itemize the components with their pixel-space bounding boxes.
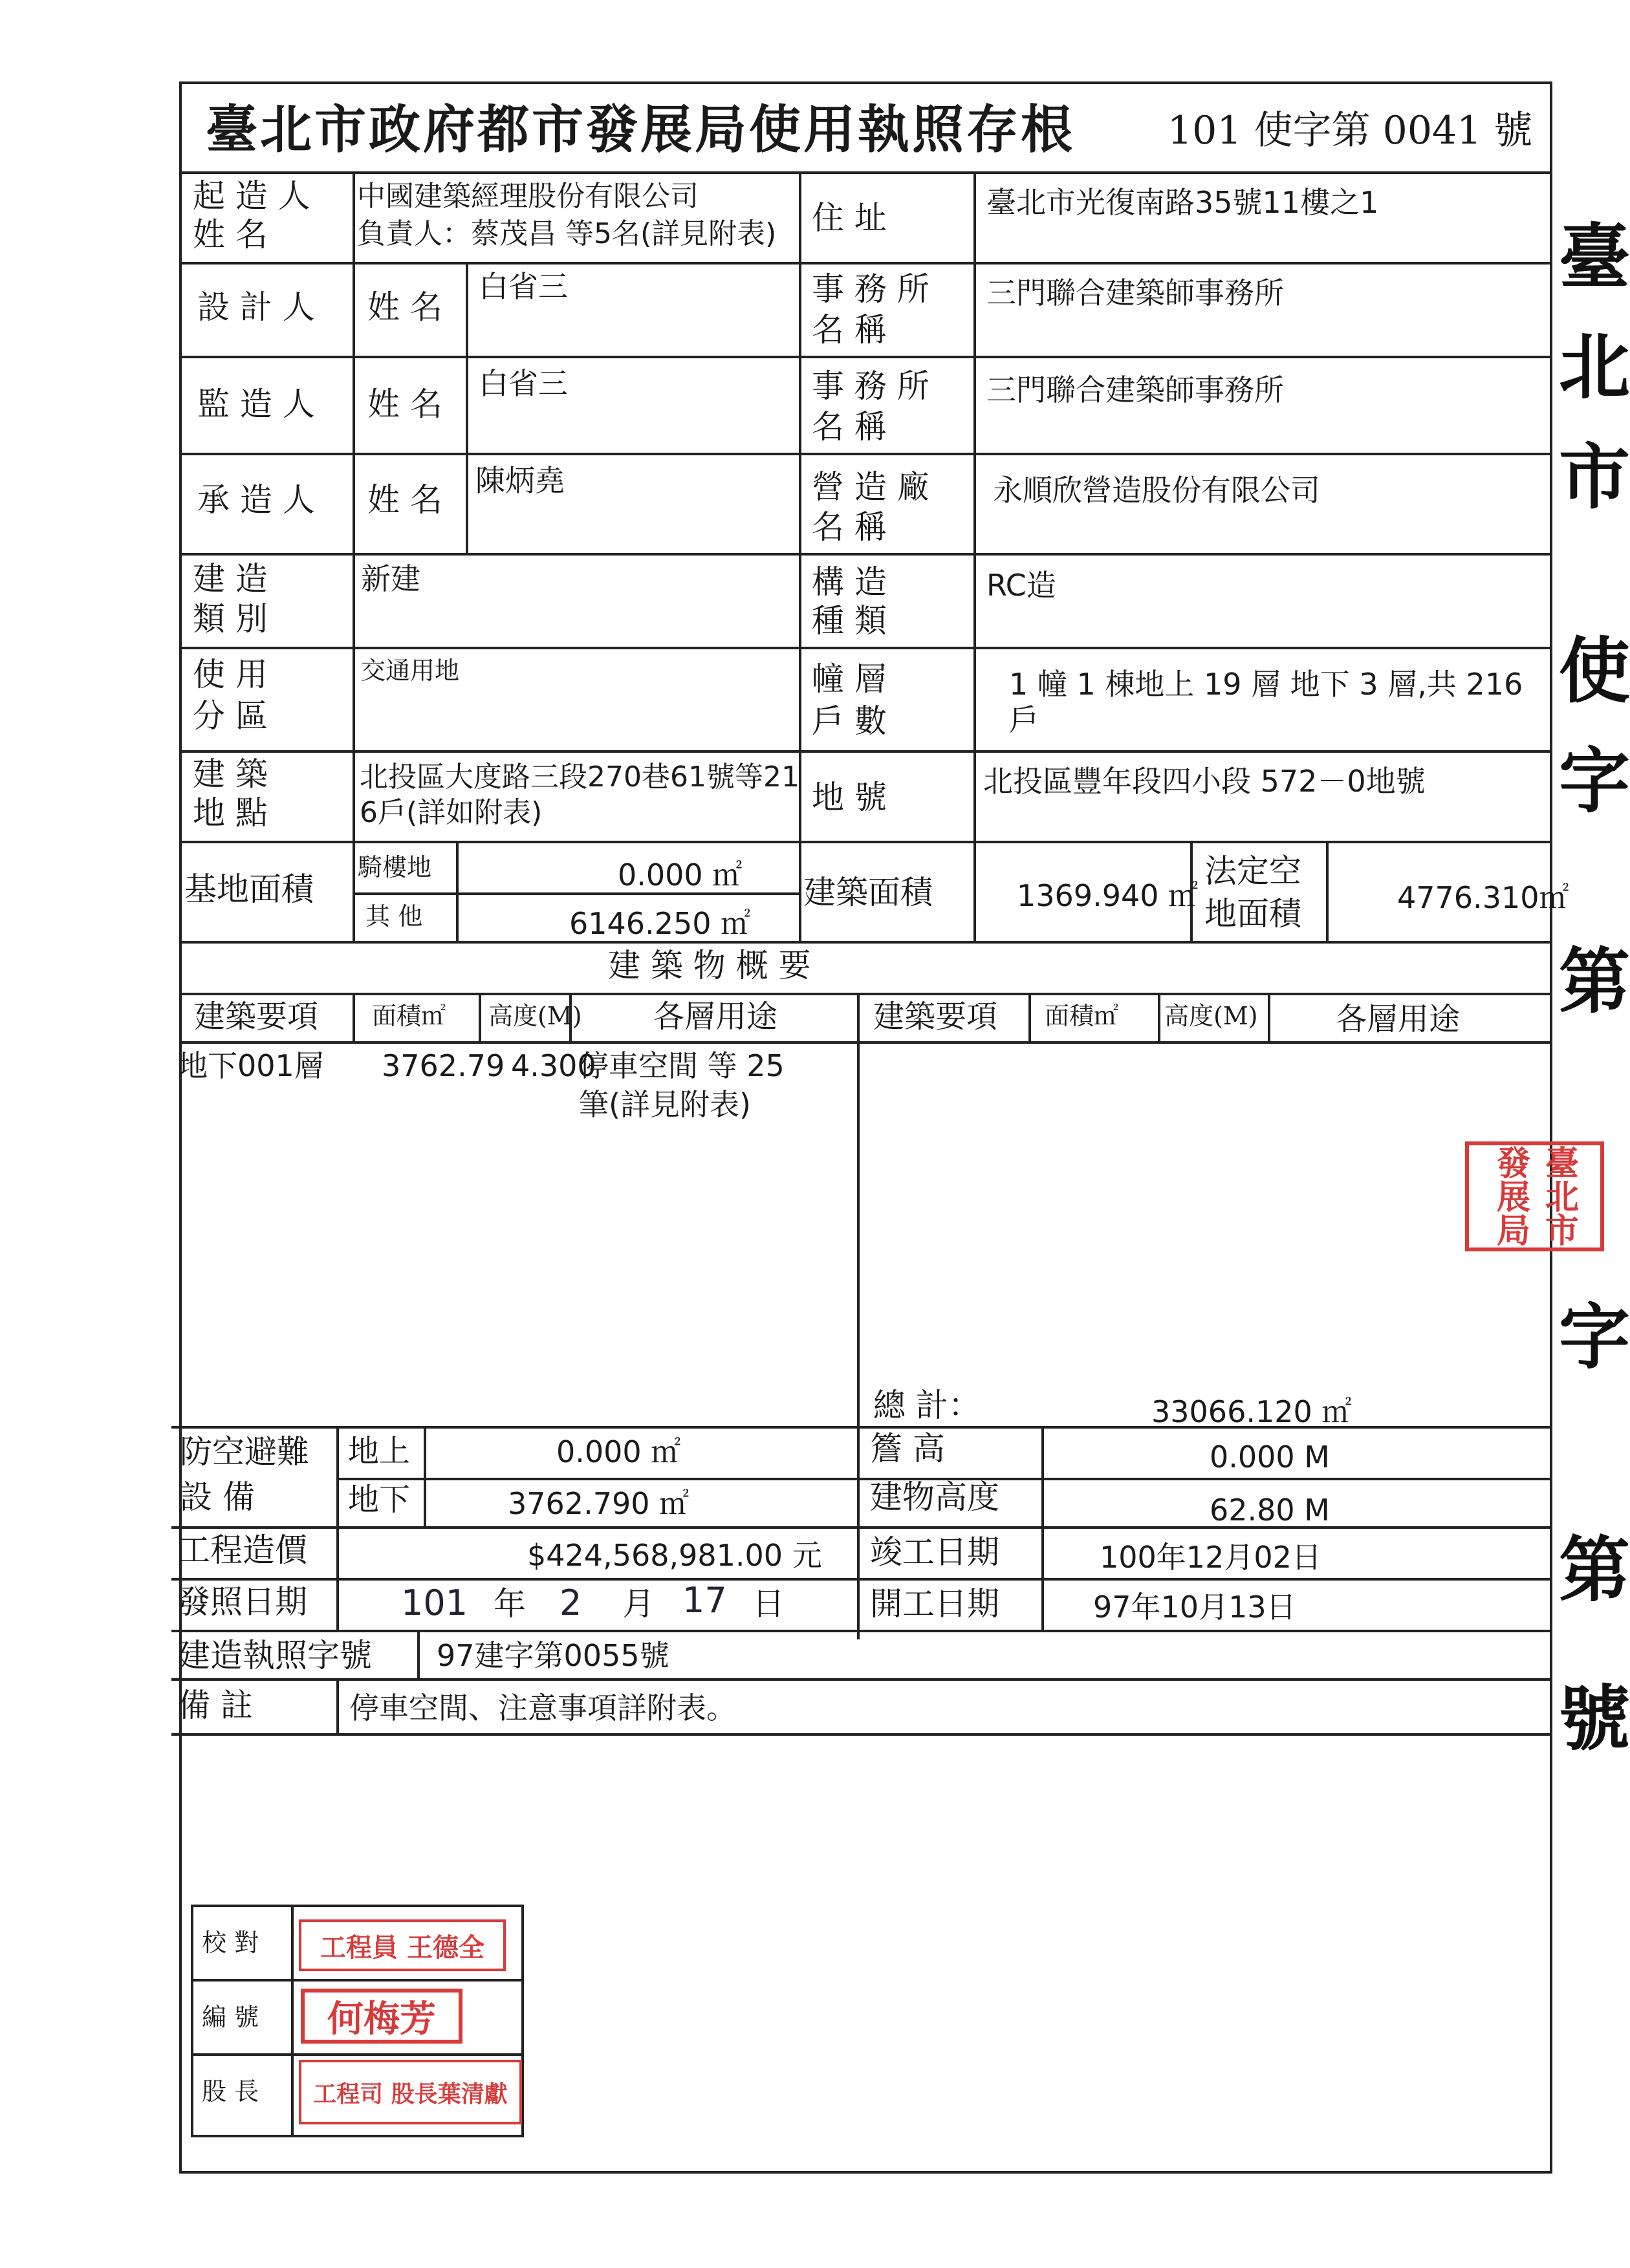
chief-stamp: 工程司 股長葉清獻 [299,2060,522,2124]
other-label: 其 他 [365,902,423,931]
serial-stamp: 何梅芳 [301,1989,462,2044]
col-area-left: 面積㎡ [372,1002,446,1030]
floor-row-use-2: 筆(詳見附表) [579,1087,751,1122]
address-label: 住 址 [812,199,887,237]
zone-label-1: 使 用 [193,656,268,693]
lot-label: 地 號 [812,779,887,816]
contractor-label: 承 造 人 [197,481,315,519]
zone-label-2: 分 區 [193,697,268,735]
floor-row-use-1: 停車空間 等 25 [579,1048,785,1083]
page-title: 臺北市政府都市發展局使用執照存根 [206,99,1075,160]
chief-label: 股 長 [202,2077,259,2106]
issue-day: 17 [682,1580,727,1621]
supervisor-label: 監 造 人 [197,385,315,423]
col-use-right: 各層用途 [1336,1001,1461,1037]
col-height-left: 高度(M) [488,1002,582,1030]
floor-row-height: 4.300 [511,1048,596,1083]
building-height-value: 62.80 M [1210,1493,1330,1528]
designer-name: 白省三 [479,269,568,304]
builder-label-1: 營 造 廠 [812,468,929,506]
completion-date: 100年12月02日 [1100,1540,1321,1575]
arcade-value: 0.000 ㎡ [618,858,743,892]
remarks-label: 備 註 [178,1687,253,1724]
site-value-1: 北投區大度路三段270巷61號等21 [360,761,799,794]
eaves-value: 0.000 M [1210,1440,1330,1474]
side-char-2: 北 [1559,325,1630,409]
col-item-left: 建築要項 [194,999,319,1035]
check-label: 校 對 [202,1928,259,1957]
units-label-1: 幢 層 [812,660,887,698]
applicant-name: 中國建築經理股份有限公司 [357,180,699,213]
applicant-label-2: 姓 名 [193,216,268,254]
side-char-3: 市 [1559,435,1630,519]
designer-label: 設 計 人 [197,288,315,326]
serial-label: 編 號 [202,2003,259,2031]
units-label-2: 戶 數 [812,702,887,740]
structure-label-1: 構 造 [812,563,887,601]
issue-ri: 日 [752,1585,785,1623]
arcade-label: 騎樓地 [358,853,432,881]
remarks-value: 停車空間、注意事項詳附表。 [349,1690,736,1725]
address-value: 臺北市光復南路35號11樓之1 [986,185,1379,220]
overview-heading: 建 築 物 概 要 [608,947,811,984]
open-area-value: 4776.310㎡ [1397,880,1569,915]
above-value: 0.000 ㎡ [556,1434,681,1469]
side-char-4: 使 [1559,629,1630,713]
build-type-label-1: 建 造 [193,560,268,598]
side-char-5: 字 [1559,739,1630,823]
cost-value: $424,568,981.00 元 [527,1538,822,1573]
shelter-label-2: 設 備 [180,1478,255,1516]
side-char-7: 字 [1559,1295,1630,1379]
side-official-seal: 臺北市 發展局 [1465,1141,1604,1251]
issue-yue: 月 [622,1585,655,1623]
below-value: 3762.790 ㎡ [508,1486,690,1521]
col-height-right: 高度(M) [1164,1002,1258,1030]
permit-ref-label: 建造執照字號 [178,1637,372,1674]
supervisor-office: 三門聯合建築師事務所 [986,373,1284,407]
issue-year: 101 [401,1582,468,1623]
side-char-6: 第 [1559,940,1630,1023]
designer-name-label: 姓 名 [367,288,442,326]
start-date-label: 開工日期 [870,1585,999,1623]
structure-value: RC造 [986,568,1056,603]
below-label: 地下 [348,1482,411,1518]
open-area-label-1: 法定空 [1204,852,1301,890]
floor-row-item: 地下001層 [178,1048,324,1083]
open-area-label-2: 地面積 [1204,895,1301,933]
build-area-value: 1369.940 ㎡ [1017,878,1199,913]
side-char-8: 第 [1559,1528,1630,1612]
site-label-2: 地 點 [193,794,268,832]
designer-office-label-2: 名 稱 [812,311,887,349]
builder-label-2: 名 稱 [812,508,887,546]
cost-label: 工程造價 [178,1531,307,1569]
side-char-9: 號 [1559,1677,1630,1760]
eaves-label: 簷 高 [870,1430,945,1467]
build-type-label-2: 類 別 [193,600,268,638]
other-value: 6146.250 ㎡ [569,906,751,941]
issue-date-label: 發照日期 [178,1583,307,1621]
col-use-left: 各層用途 [653,999,778,1035]
total-label: 總 計： [873,1387,981,1424]
build-area-label: 建築面積 [803,874,933,911]
units-value-2: 戶 [1009,702,1039,737]
contractor-name: 陳炳堯 [475,463,565,498]
col-area-right: 面積㎡ [1045,1002,1119,1030]
contractor-name-label: 姓 名 [367,481,442,519]
site-value-2: 6戶(詳如附表) [360,796,543,829]
above-label: 地上 [348,1433,411,1469]
issue-month: 2 [560,1582,582,1623]
issue-nian: 年 [494,1585,526,1623]
structure-label-2: 種 類 [812,602,887,640]
zone-value: 交通用地 [361,656,460,685]
builder-name: 永順欣營造股份有限公司 [993,473,1320,508]
units-value-1: 1 幢 1 棟地上 19 層 地下 3 層,共 216 [1009,667,1523,702]
applicant-representative: 負責人：蔡茂昌 等5名(詳見附表) [357,217,777,250]
side-char-1: 臺 [1559,215,1630,299]
check-stamp: 工程員 王德全 [299,1919,506,1971]
designer-office-label-1: 事 務 所 [812,270,929,308]
floor-row-area: 3762.79 [382,1048,505,1083]
site-label-1: 建 築 [193,755,268,793]
col-item-right: 建築要項 [873,999,998,1035]
permit-number: 101 使字第 0041 號 [1168,108,1533,153]
building-height-label: 建物高度 [870,1478,999,1516]
shelter-label-1: 防空避難 [180,1433,309,1471]
start-date: 97年10月13日 [1093,1590,1296,1625]
completion-label: 竣工日期 [870,1533,999,1571]
total-value: 33066.120 ㎡ [1151,1394,1352,1429]
supervisor-name-label: 姓 名 [367,385,442,423]
designer-office: 三門聯合建築師事務所 [986,275,1284,310]
permit-ref-value: 97建字第0055號 [437,1638,669,1673]
supervisor-name: 白省三 [479,366,568,401]
supervisor-office-label-1: 事 務 所 [812,367,929,405]
build-type-value: 新建 [361,561,420,596]
applicant-label-1: 起 造 人 [193,177,310,215]
supervisor-office-label-2: 名 稱 [812,408,887,446]
lot-value: 北投區豐年段四小段 572－0地號 [983,764,1426,799]
base-area-label: 基地面積 [184,870,314,908]
